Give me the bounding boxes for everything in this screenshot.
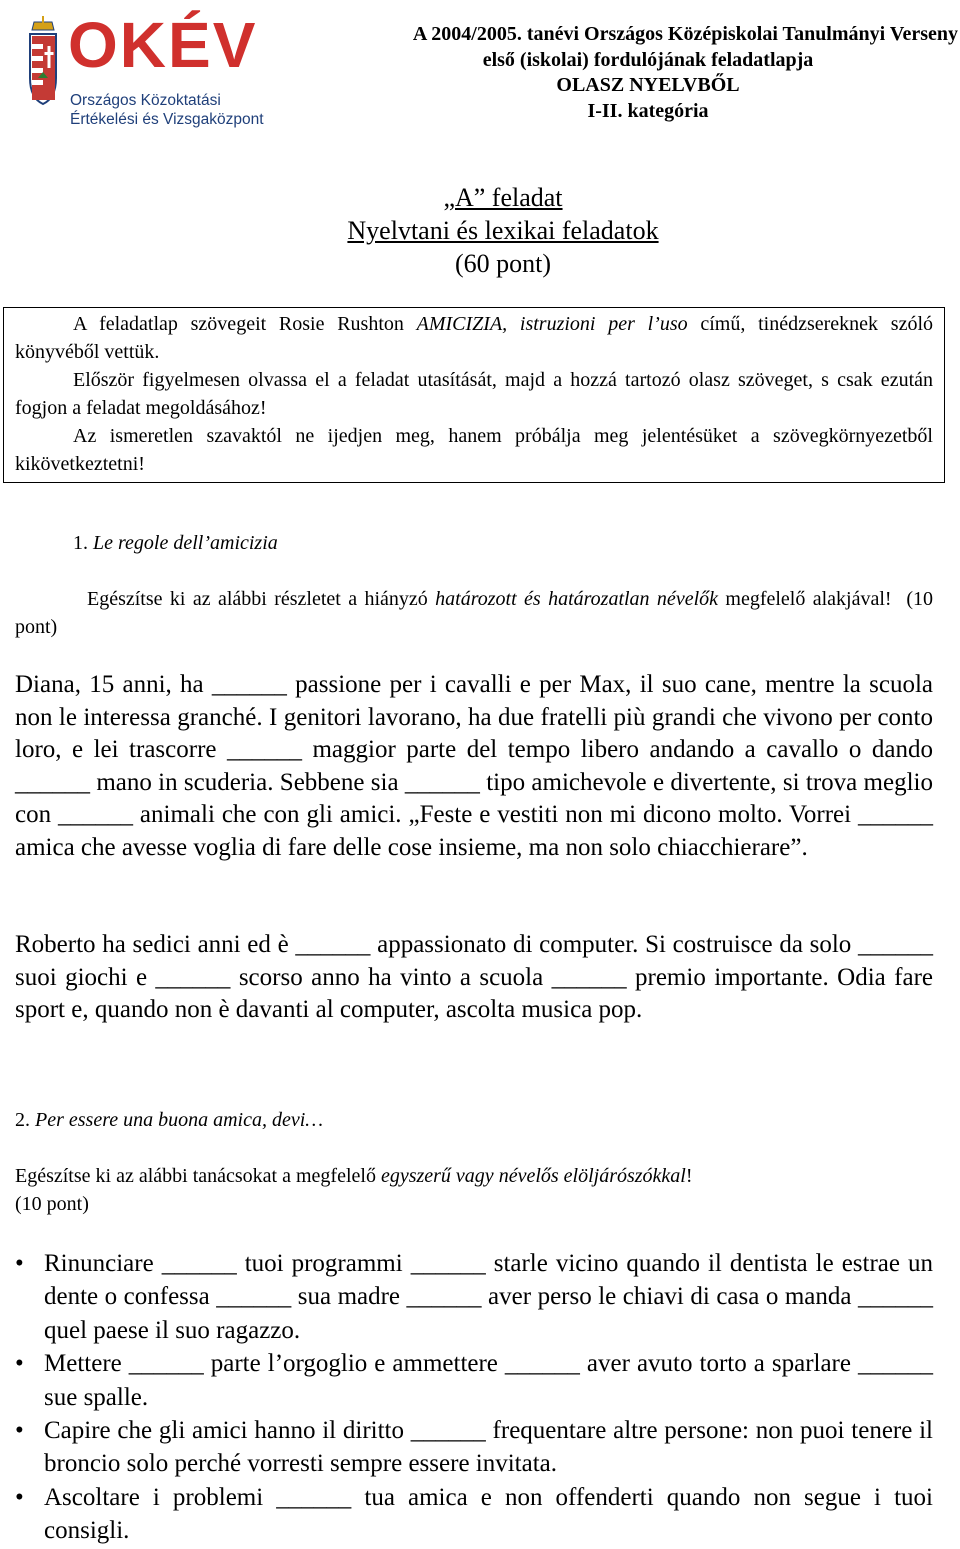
bullet-icon: • xyxy=(15,1483,24,1511)
header-line-2: első (iskolai) fordulójának feladatlapja xyxy=(482,48,814,71)
section-2-heading: 2. Per essere una buona amica, devi… xyxy=(15,1109,324,1131)
instructions-text xyxy=(15,310,933,478)
advice-item: • Rinunciare ______ tuoi programmi ______ starle vicino quando il dentista le estrae un dente o confessa ______ sua madre ______ aver perso le chiavi di casa o manda ______ quel paese il suo ragazzo. xyxy=(15,1247,933,1347)
bullet-icon: • xyxy=(15,1250,24,1277)
task-title: „A” feladat xyxy=(443,183,563,212)
advice-item: • Ascoltare i problemi ______ tua amica e non offenderti quando non segue i tuoi consigli. xyxy=(15,1481,933,1548)
instruction-paragraph-3: Az ismeretlen szavaktól ne ijedjen meg, hanem próbálja meg jelentésüket a szövegkörnyezetből kikövetkeztetni! xyxy=(15,425,933,475)
section-1-instruction: Egészítse ki az alábbi részletet a hiányzó határozott és határozatlan névelők megfelelő alakjával! (10 pont) xyxy=(15,588,934,638)
logo-line-2: Értékelési és Vizsgaközpont xyxy=(70,111,264,128)
hungarian-coat-of-arms-icon xyxy=(22,16,64,108)
advice-item: • Mettere ______ parte l’orgoglio e ammettere ______ aver avuto torto a sparlare ______ sue spalle. xyxy=(15,1347,933,1414)
advice-list xyxy=(15,1247,933,1548)
section-1-text-diana: Diana, 15 anni, ha ______ passione per i cavalli e per Max, il suo cane, mentre la scuola non le interessa granché. I genitori lavorano, ha due fratelli più grandi che vivono per conto loro, e lei trascorre ______ maggior parte del tempo libero andando a cavallo o dando ______ mano in scuderia. Sebbene sia ______ tipo amichevole e divertente, si trova meglio con ______ animali che con gli amici. „Feste e vestiti non mi dicono molto. Vorrei ______ amica che avesse voglia di fare delle cose insieme, ma non solo chiacchierare”. xyxy=(15,671,933,861)
okev-logo xyxy=(18,9,264,128)
advice-item: • Capire che gli amici hanno il diritto ______ frequentare altre persone: non puoi tenere il broncio solo perché vorresti sempre essere invitata. xyxy=(15,1414,933,1481)
task-subtitle: Nyelvtani és lexikai feladatok xyxy=(347,216,659,245)
header-line-3: OLASZ NYELVBŐL xyxy=(556,74,740,96)
bullet-icon: • xyxy=(15,1417,24,1445)
competition-header xyxy=(338,22,958,124)
section-1-heading: 1. Le regole dell’amicizia xyxy=(73,532,278,554)
instruction-paragraph-2: Először figyelmesen olvassa el a feladat utasítását, majd a hozzá tartozó olasz szöveget, s csak ezután fogjon a feladat megoldásához! xyxy=(15,369,933,419)
header-line-1: A 2004/2005. tanévi Országos Középiskolai Tanulmányi Verseny xyxy=(412,23,958,45)
section-1-text-roberto: Roberto ha sedici anni ed è ______ appassionato di computer. Si costruisce da solo ______ suoi giochi e ______ scorso anno ha vinto a scuola ______ premio importante. Odia fare sport e, quando non è davanti al computer, ascolta musica pop. xyxy=(15,931,933,1024)
okev-wordmark: OKÉV xyxy=(68,9,258,81)
instruction-paragraph-1: A feladatlap szövegeit Rosie Rushton AMICIZIA, istruzioni per l’uso című, tinédzsereknek szóló könyvéből vettük. xyxy=(15,313,934,363)
bullet-icon: • xyxy=(15,1350,24,1378)
section-2-instruction: Egészítse ki az alábbi tanácsokat a megfelelő egyszerű vagy névelős elöljárószókkal! (10 pont) xyxy=(15,1165,693,1215)
task-points: (60 pont) xyxy=(454,249,552,278)
logo-line-1: Országos Közoktatási xyxy=(70,92,221,109)
header-line-4: I-II. kategória xyxy=(587,99,709,122)
